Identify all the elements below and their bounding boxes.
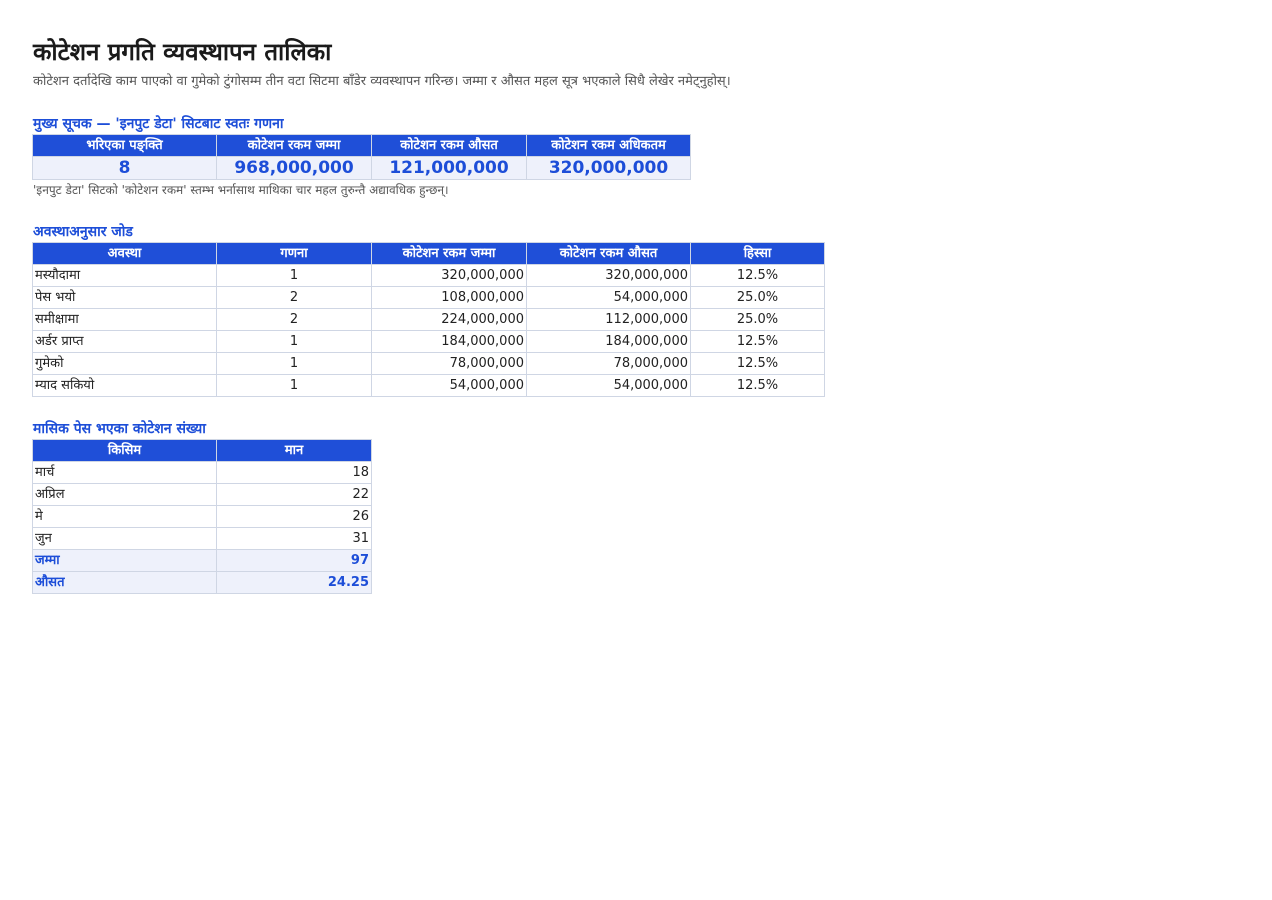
kpi-table (32, 134, 691, 180)
status-cell[interactable]: समीक्षामा (33, 309, 217, 331)
page-title: कोटेशन प्रगति व्यवस्थापन तालिका (33, 38, 332, 66)
share-cell[interactable]: 12.5% (691, 353, 825, 375)
status-header-cell[interactable]: कोटेशन रकम औसत (527, 243, 691, 265)
value-cell[interactable]: 18 (217, 462, 372, 484)
share-cell[interactable]: 12.5% (691, 375, 825, 397)
average-cell[interactable]: 184,000,000 (527, 331, 691, 353)
sheet-page (33, 34, 825, 594)
count-cell[interactable]: 1 (217, 265, 372, 287)
table-row (33, 484, 372, 506)
kpi-section-title: मुख्य सूचक — 'इनपुट डेटा' सिटबाट स्वतः गणना (33, 116, 284, 132)
table-row (33, 265, 825, 287)
sum-cell[interactable]: 224,000,000 (372, 309, 527, 331)
sum-cell[interactable]: 108,000,000 (372, 287, 527, 309)
kpi-note: 'इनपुट डेटा' सिटको 'कोटेशन रकम' स्तम्भ भर्नासाथ माथिका चार महल तुरुन्तै अद्यावधिक हुन्छन्। (33, 183, 449, 197)
count-cell[interactable]: 1 (217, 375, 372, 397)
average-cell[interactable]: 320,000,000 (527, 265, 691, 287)
monthly-header-row (33, 440, 372, 462)
status-cell[interactable]: मस्यौदामा (33, 265, 217, 287)
total-row (33, 550, 372, 572)
status-cell[interactable]: म्याद सकियो (33, 375, 217, 397)
sum-cell[interactable]: 54,000,000 (372, 375, 527, 397)
average-row (33, 572, 372, 594)
status-cell[interactable]: अर्डर प्राप्त (33, 331, 217, 353)
sum-cell[interactable]: 184,000,000 (372, 331, 527, 353)
table-row (33, 506, 372, 528)
table-row (33, 528, 372, 550)
count-cell[interactable]: 2 (217, 309, 372, 331)
status-header-cell[interactable]: गणना (217, 243, 372, 265)
average-cell[interactable]: 112,000,000 (527, 309, 691, 331)
count-cell[interactable]: 1 (217, 353, 372, 375)
count-cell[interactable]: 1 (217, 331, 372, 353)
share-cell[interactable]: 25.0% (691, 309, 825, 331)
kpi-value-row (33, 157, 691, 180)
kpi-average-value[interactable]: 121,000,000 (372, 157, 527, 180)
average-cell[interactable]: 54,000,000 (527, 287, 691, 309)
total-value-cell[interactable]: 97 (217, 550, 372, 572)
month-cell[interactable]: अप्रिल (33, 484, 217, 506)
kpi-header-row (33, 135, 691, 157)
share-cell[interactable]: 12.5% (691, 331, 825, 353)
kpi-header-cell[interactable]: कोटेशन रकम औसत (372, 135, 527, 157)
status-header-cell[interactable]: अवस्था (33, 243, 217, 265)
status-header-row (33, 243, 825, 265)
count-cell[interactable]: 2 (217, 287, 372, 309)
status-section-title: अवस्थाअनुसार जोड (33, 224, 133, 240)
average-label-cell[interactable]: औसत (33, 572, 217, 594)
share-cell[interactable]: 25.0% (691, 287, 825, 309)
month-cell[interactable]: जुन (33, 528, 217, 550)
kpi-max-value[interactable]: 320,000,000 (527, 157, 691, 180)
status-cell[interactable]: गुमेको (33, 353, 217, 375)
average-cell[interactable]: 54,000,000 (527, 375, 691, 397)
monthly-section-title: मासिक पेस भएका कोटेशन संख्या (33, 421, 206, 437)
month-cell[interactable]: मार्च (33, 462, 217, 484)
total-label-cell[interactable]: जम्मा (33, 550, 217, 572)
table-row (33, 309, 825, 331)
value-cell[interactable]: 22 (217, 484, 372, 506)
average-value-cell[interactable]: 24.25 (217, 572, 372, 594)
kpi-filled-rows-value[interactable]: 8 (33, 157, 217, 180)
monthly-header-cell[interactable]: किसिम (33, 440, 217, 462)
average-cell[interactable]: 78,000,000 (527, 353, 691, 375)
status-table (32, 242, 825, 397)
status-header-cell[interactable]: हिस्सा (691, 243, 825, 265)
sum-cell[interactable]: 78,000,000 (372, 353, 527, 375)
kpi-header-cell[interactable]: कोटेशन रकम अधिकतम (527, 135, 691, 157)
status-cell[interactable]: पेस भयो (33, 287, 217, 309)
table-row (33, 353, 825, 375)
value-cell[interactable]: 26 (217, 506, 372, 528)
monthly-table (32, 439, 372, 594)
table-row (33, 462, 372, 484)
month-cell[interactable]: मे (33, 506, 217, 528)
sum-cell[interactable]: 320,000,000 (372, 265, 527, 287)
share-cell[interactable]: 12.5% (691, 265, 825, 287)
table-row (33, 331, 825, 353)
kpi-sum-value[interactable]: 968,000,000 (217, 157, 372, 180)
kpi-header-cell[interactable]: भरिएका पङ्क्ति (33, 135, 217, 157)
status-header-cell[interactable]: कोटेशन रकम जम्मा (372, 243, 527, 265)
monthly-header-cell[interactable]: मान (217, 440, 372, 462)
kpi-header-cell[interactable]: कोटेशन रकम जम्मा (217, 135, 372, 157)
page-subtitle: कोटेशन दर्तादेखि काम पाएको वा गुमेको टुंगोसम्म तीन वटा सिटमा बाँडेर व्यवस्थापन गरिन्छ। जम्मा र औसत महल सूत्र भएकाले सिधै लेखेर नमेट्नुहोस्। (33, 74, 731, 89)
value-cell[interactable]: 31 (217, 528, 372, 550)
table-row (33, 287, 825, 309)
table-row (33, 375, 825, 397)
